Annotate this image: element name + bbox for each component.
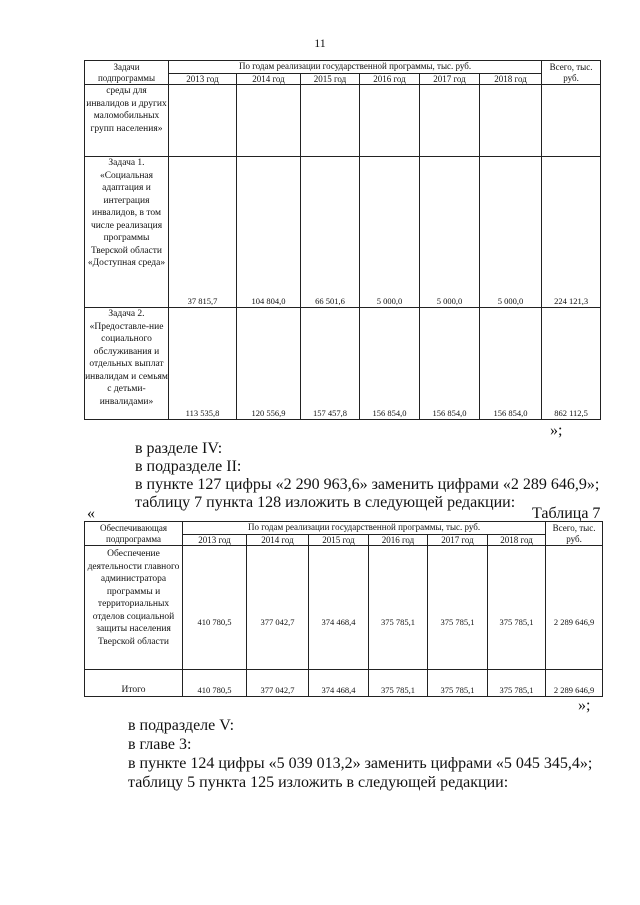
task-name: Задача 2. «Предоставле-ние социального обслуживания и отдельных выплат инвалидам и семьям с детьми-инвалидами» — [85, 308, 169, 420]
paragraph-line: в подразделе V: — [128, 717, 235, 734]
total-cell — [542, 85, 601, 157]
table-row — [85, 546, 603, 670]
task-name: Задача 1. «Социальная адаптация и интеграция инвалидов, в том числе реализация программы Тверской области «Доступная среда» — [85, 157, 169, 308]
value-cell: 410 780,5 — [183, 546, 247, 670]
value-cell — [169, 85, 237, 157]
value-cell: 377 042,7 — [247, 546, 309, 670]
value-cell: 377 042,7 — [247, 670, 309, 697]
paragraph-line: в подразделе II: — [135, 458, 242, 475]
paragraph-line: в пункте 127 цифры «2 290 963,6» заменить цифрами «2 289 646,9»; — [135, 476, 600, 493]
paragraph-line: таблицу 5 пункта 125 изложить в следующей редакции: — [128, 774, 509, 791]
value-cell — [237, 85, 301, 157]
column-header-subprogram: Обеспечивающая подпрограмма — [85, 522, 183, 546]
closing-quote: »; — [550, 422, 563, 439]
subprogram-name: Обеспечение деятельности главного администратора программы и территориальных отделов социальной защиты населения Тверской области — [85, 546, 183, 670]
task-name: среды для инвалидов и других маломобильных групп населения» — [85, 85, 169, 157]
value-cell: 375 785,1 — [488, 546, 546, 670]
year-header: 2016 год — [369, 535, 428, 546]
value-cell: 375 785,1 — [369, 670, 428, 697]
value-cell — [480, 85, 542, 157]
year-header: 2018 год — [488, 535, 546, 546]
paragraph-line: в пункте 124 цифры «5 039 013,2» заменить цифрами «5 045 345,4»; — [128, 755, 593, 772]
column-header-tasks: Задачи подпрограммы — [85, 61, 169, 85]
value-cell: 410 780,5 — [183, 670, 247, 697]
column-header-total: Всего, тыс. руб. — [546, 522, 603, 546]
value-cell: 156 854,0 — [360, 308, 420, 420]
value-cell: 374 468,4 — [309, 546, 369, 670]
table-supporting-subprogram — [84, 521, 603, 697]
table-row — [85, 157, 601, 308]
value-cell: 156 854,0 — [420, 308, 480, 420]
value-cell: 113 535,8 — [169, 308, 237, 420]
year-header: 2015 год — [309, 535, 369, 546]
year-header: 2016 год — [360, 74, 420, 85]
value-cell: 375 785,1 — [369, 546, 428, 670]
value-cell: 66 501,6 — [301, 157, 360, 308]
value-cell: 5 000,0 — [480, 157, 542, 308]
table-subprogram-tasks — [84, 60, 601, 420]
value-cell: 374 468,4 — [309, 670, 369, 697]
paragraph-line: таблицу 7 пункта 128 изложить в следующей редакции: — [135, 494, 516, 511]
value-cell: 37 815,7 — [169, 157, 237, 308]
total-cell: 224 121,3 — [542, 157, 601, 308]
year-header: 2015 год — [301, 74, 360, 85]
value-cell: 375 785,1 — [428, 670, 488, 697]
paragraph-line: в главе 3: — [128, 736, 192, 753]
value-cell — [360, 85, 420, 157]
value-cell: 5 000,0 — [420, 157, 480, 308]
table-row — [85, 85, 601, 157]
paragraph-line: в разделе IV: — [135, 440, 223, 457]
value-cell: 375 785,1 — [488, 670, 546, 697]
value-cell: 104 804,0 — [237, 157, 301, 308]
value-cell: 157 457,8 — [301, 308, 360, 420]
value-cell: 5 000,0 — [360, 157, 420, 308]
column-header-years-caption: По годам реализации государственной программы, тыс. руб. — [169, 61, 542, 74]
year-header: 2017 год — [420, 74, 480, 85]
table-label: Таблица 7 — [532, 505, 601, 522]
year-header: 2018 год — [480, 74, 542, 85]
column-header-total: Всего, тыс. руб. — [542, 61, 601, 85]
value-cell — [301, 85, 360, 157]
total-cell: 862 112,5 — [542, 308, 601, 420]
year-header: 2014 год — [237, 74, 301, 85]
opening-quote: « — [87, 505, 95, 522]
year-header: 2013 год — [169, 74, 237, 85]
value-cell — [420, 85, 480, 157]
column-header-years-caption: По годам реализации государственной программы, тыс. руб. — [183, 522, 546, 535]
value-cell: 375 785,1 — [428, 546, 488, 670]
table-row — [85, 308, 601, 420]
total-cell: 2 289 646,9 — [546, 546, 603, 670]
total-label: Итого — [85, 670, 183, 697]
table-row-total — [85, 670, 603, 697]
total-cell: 2 289 646,9 — [546, 670, 603, 697]
year-header: 2017 год — [428, 535, 488, 546]
page-number: 11 — [314, 36, 326, 50]
value-cell: 156 854,0 — [480, 308, 542, 420]
closing-quote: »; — [578, 697, 591, 714]
value-cell: 120 556,9 — [237, 308, 301, 420]
year-header: 2014 год — [247, 535, 309, 546]
year-header: 2013 год — [183, 535, 247, 546]
